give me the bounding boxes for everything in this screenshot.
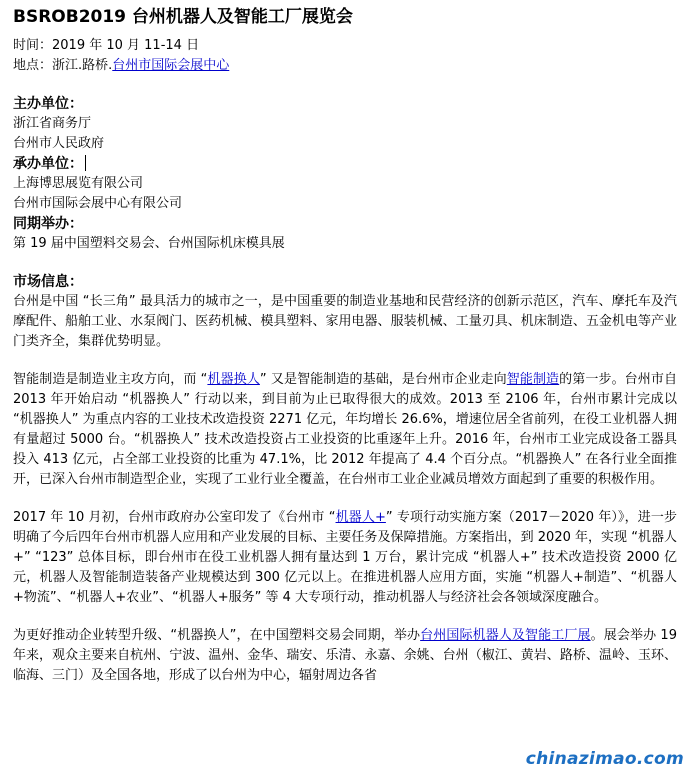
concurrent-events: 第 19 届中国塑料交易会、台州国际机床模具展 xyxy=(13,236,285,251)
site-watermark: chinazimao.com xyxy=(525,749,684,769)
paragraph-text: 的第一步。台州市自 2013 年开始启动 “机器换人” 行动以来，到目前为止已取得很大的成效。2013 至 2106 年，台州市累计完成以 “机器换人” 为重点内容的工业技术改造投资 2271 亿元，年均增长 26.6%，增速位居全省前列，在役工业机器人拥有量超过 5000 台。“机器换人” 技术改造投资占工业投资的比重逐年上升。2016 年，台州市工业完成设备工器具投入 413 亿元，占全部工业投资的比重为 47.1%，比 2012 年提高了 4.4 个百分点。“机器换人” 在各行业全面推开，已深入台州市制造型企业，实现了工业行业全覆盖，在台州市工业企业减员增效方面起到了重要的积极作用。 xyxy=(13,372,677,487)
market-paragraph-2 xyxy=(13,370,677,490)
robot-replacement-link[interactable]: 机器换人 xyxy=(207,372,260,387)
page-title: BSROB2019 台州机器人及智能工厂展览会 xyxy=(13,7,353,27)
undertaker-item: 台州市国际会展中心有限公司 xyxy=(13,196,183,211)
venue-prefix: 地点：浙江.路桥. xyxy=(13,58,113,73)
venue-link[interactable]: 台州市国际会展中心 xyxy=(112,58,230,73)
paragraph-text: 2017 年 10 月初，台州市政府办公室印发了《台州市 “ xyxy=(13,510,336,525)
paragraph-text: 为更好推动企业转型升级、“机器换人”，在中国塑料交易会同期，举办 xyxy=(13,628,421,643)
document-page xyxy=(13,4,677,686)
undertaker-item: 上海博思展览有限公司 xyxy=(13,176,144,191)
market-heading: 市场信息： xyxy=(13,274,83,290)
market-paragraph-1: 台州是中国 “长三角” 最具活力的城市之一，是中国重要的制造业基地和民营经济的创新示范区，汽车、摩托车及汽摩配件、船舶工业、水泵阀门、医药机械、模具塑料、家用电器、服装机械、工量刃具、机床制造、五金机电等产业门类齐全，集群优势明显。 xyxy=(13,294,677,349)
paragraph-text: 智能制造是制造业主攻方向，而 “ xyxy=(13,372,208,387)
market-paragraph-3 xyxy=(13,508,677,608)
text-cursor xyxy=(85,155,86,171)
organizer-item: 台州市人民政府 xyxy=(13,136,105,151)
market-paragraph-4 xyxy=(13,626,677,686)
event-time: 时间：2019 年 10 月 11-14 日 xyxy=(13,38,200,53)
paragraph-text: ” 专项行动实施方案（2017－2020 年）》，进一步明确了今后四年台州市机器人应用和产业发展的目标、主要任务及保障措施。方案指出，到 2020 年，实现 “机器人+” “123” 总体目标，即台州市在役工业机器人拥有量达到 1 万台，累计完成 “机器人+” 技术改造投资 2000 亿元，机器人及智能制造装备产业规模达到 300 亿元以上。在推进机器人应用方面，实施 “机器人+制造”、“机器人+物流”、“机器人+农业”、“机器人+服务” 等 4 大专项行动，推动机器人与经济社会各领域深度融合。 xyxy=(13,510,678,605)
robot-expo-link[interactable]: 台州国际机器人及智能工厂展 xyxy=(420,628,591,643)
smart-manufacturing-link[interactable]: 智能制造 xyxy=(506,372,560,387)
undertakers-heading-text: 承办单位： xyxy=(13,156,83,172)
undertakers-heading xyxy=(13,154,677,174)
event-venue xyxy=(13,56,677,76)
robot-plus-link[interactable]: 机器人+ xyxy=(335,510,386,525)
organizers-heading: 主办单位： xyxy=(13,96,83,112)
paragraph-text: 。展会举办 19 年来，观众主要来自杭州、宁波、温州、金华、瑞安、乐清、永嘉、余姚、台州（椒江、黄岩、路桥、温岭、玉环、临海、三门）及全国各地，形成了以台州为中心，辐射周边各省 xyxy=(13,628,677,683)
paragraph-text: ” 又是智能制造的基础，是台州市企业走向 xyxy=(259,372,507,387)
organizer-item: 浙江省商务厅 xyxy=(13,116,92,131)
concurrent-heading: 同期举办： xyxy=(13,216,83,232)
